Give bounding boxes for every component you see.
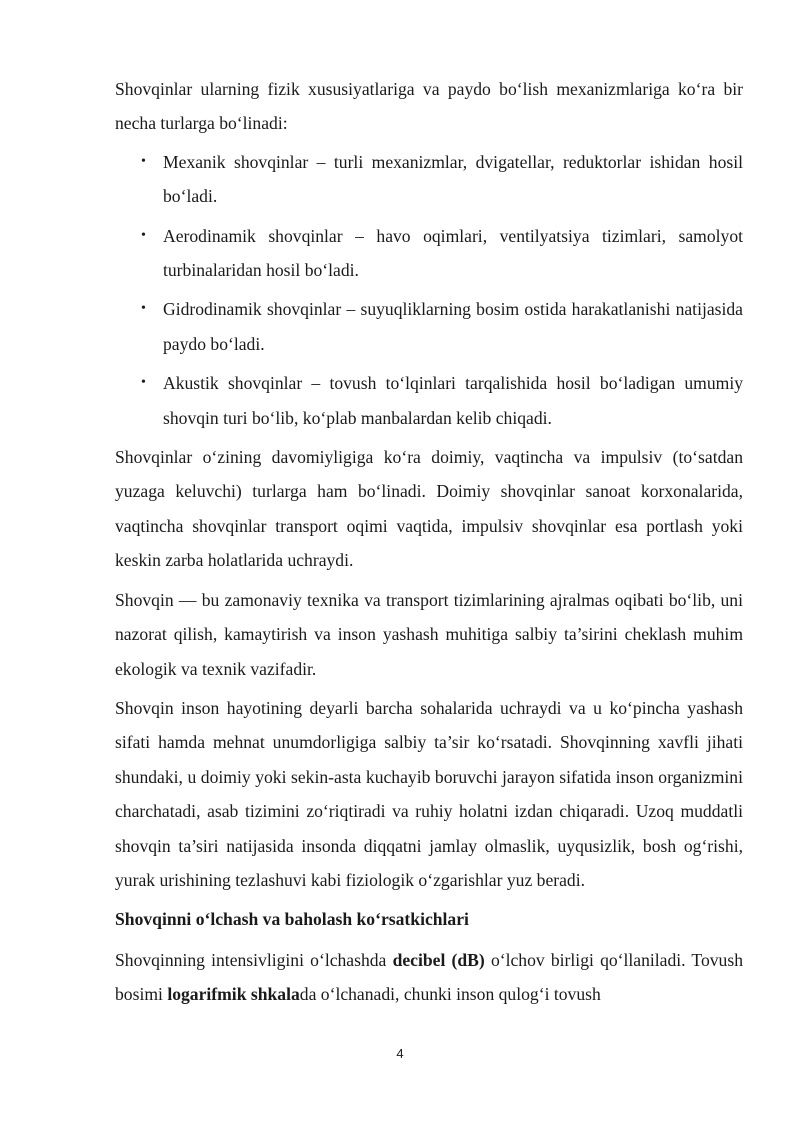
logarithmic-scale-term: logarifmik shkala bbox=[167, 984, 300, 1005]
list-item bbox=[115, 366, 743, 435]
measurement-text-2: o‘lchov birligi qo‘llaniladi. Tovush bosimi bbox=[115, 949, 743, 1005]
duration-paragraph: Shovqinlar o‘zining davomiyligiga ko‘ra doimiy, vaqtincha va impulsiv (to‘satdan yuzaga keluvchi) turlarga ham bo‘linadi. Doimiy shovqinlar sanoat korxonalarida, vaqtincha shovqinlar transport oqimi vaqtida, impulsiv shovqinlar esa portlash yoki keskin zarba holatlarida uchraydi. bbox=[115, 447, 743, 571]
intro-paragraph: Shovqinlar ularning fizik xususiyatlariga va paydo bo‘lish mexanizmlariga ko‘ra bir necha turlarga bo‘linadi: bbox=[115, 79, 743, 134]
noise-types-list bbox=[115, 145, 743, 435]
list-item-text: Akustik shovqinlar – tovush to‘lqinlari tarqalishida hosil bo‘ladigan umumiy shovqin turi bo‘lib, ko‘plab manbalardan kelib chiqadi. bbox=[163, 373, 743, 428]
page-number: 4 bbox=[396, 1046, 404, 1061]
measurement-text-1: Shovqinning intensivligini o‘lchashda bbox=[115, 949, 393, 970]
list-item bbox=[115, 292, 743, 361]
list-item-text: Aerodinamik shovqinlar – havo oqimlari, ventilyatsiya tizimlari, samolyot turbinalaridan hosil bo‘ladi. bbox=[163, 225, 743, 281]
decibel-term: decibel (dB) bbox=[392, 949, 485, 970]
health-effects-paragraph: Shovqin inson hayotining deyarli barcha sohalarida uchraydi va u ko‘pincha yashash sifati hamda mehnat unumdorligiga salbiy ta’sir ko‘rsatadi. Shovqinning xavfli jihati shundaki, u doimiy yoki sekin-asta kuchayib boruvchi jarayon sifatida inson organizmini charchatadi, asab tizimini zo‘riqtiradi va ruhiy holatni izdan chiqaradi. Uzoq muddatli shovqin ta’siri natijasida insonda diqqatni jamlay olmaslik, uyqusizlik, bosh og‘rishi, yurak urishining tezlashuvi kabi fiziologik o‘zgarishlar yuz beradi. bbox=[115, 697, 743, 890]
list-item-text: Gidrodinamik shovqinlar – suyuqliklarning bosim ostida harakatlanishi natijasida paydo bo‘ladi. bbox=[163, 299, 743, 354]
page-content bbox=[115, 72, 743, 1017]
list-item bbox=[115, 145, 743, 214]
bullet-icon: • bbox=[141, 375, 146, 391]
list-item bbox=[115, 219, 743, 288]
bullet-icon: • bbox=[141, 227, 146, 243]
bullet-icon: • bbox=[141, 301, 146, 317]
noise-control-paragraph: Shovqin — bu zamonaviy texnika va transport tizimlarining ajralmas oqibati bo‘lib, uni nazorat qilish, kamaytirish va inson yashash muhitiga salbiy ta’sirini cheklash muhim ekologik va texnik vazifadir. bbox=[115, 589, 743, 679]
measurement-paragraph bbox=[115, 943, 743, 1012]
bullet-icon: • bbox=[141, 153, 146, 169]
section-heading: Shovqinni o‘lchash va baholash ko‘rsatkichlari bbox=[115, 909, 469, 930]
measurement-text-3: da o‘lchanadi, chunki inson qulog‘i tovush bbox=[299, 984, 601, 1005]
list-item-text: Mexanik shovqinlar – turli mexanizmlar, dvigatellar, reduktorlar ishidan hosil bo‘ladi. bbox=[163, 151, 743, 207]
